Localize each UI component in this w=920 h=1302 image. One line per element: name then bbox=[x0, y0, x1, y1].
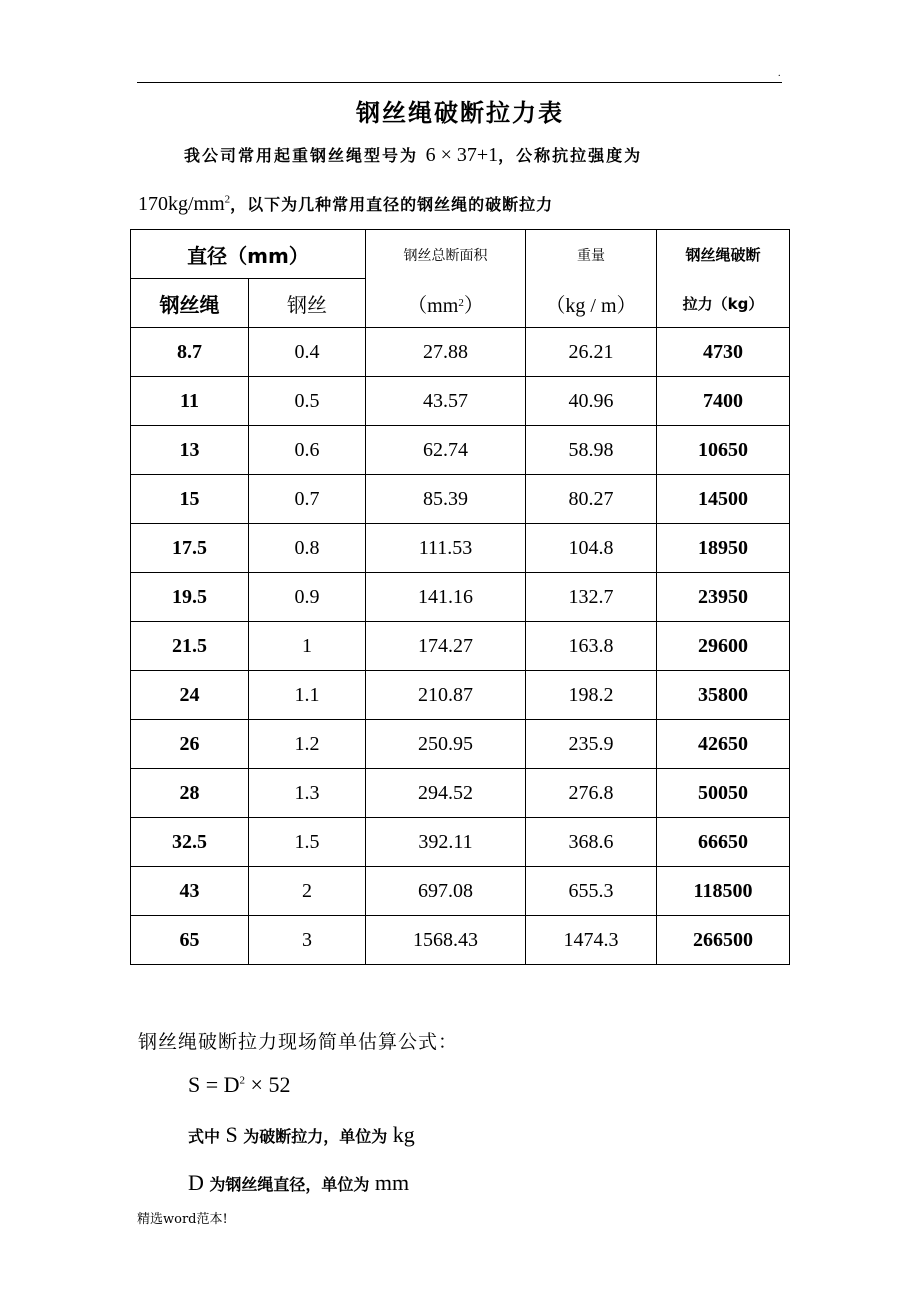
d-unit: mm bbox=[369, 1170, 410, 1195]
cell-area: 210.87 bbox=[366, 671, 526, 720]
cell-wire-diameter: 0.5 bbox=[249, 377, 366, 426]
table-row bbox=[131, 475, 790, 524]
cell-weight: 655.3 bbox=[526, 867, 657, 916]
intro-line-2 bbox=[138, 192, 553, 216]
cell-wire-diameter: 0.4 bbox=[249, 328, 366, 377]
formula-expr-suffix: × 52 bbox=[245, 1072, 291, 1097]
cell-weight: 368.6 bbox=[526, 818, 657, 867]
intro-line1-suffix: ，公称抗拉强度为 bbox=[498, 146, 643, 165]
header-rope: 钢丝绳 bbox=[131, 279, 249, 328]
cell-rope-diameter: 21.5 bbox=[131, 622, 249, 671]
cell-area: 111.53 bbox=[366, 524, 526, 573]
tensile-strength bbox=[138, 193, 230, 215]
cell-rope-diameter: 24 bbox=[131, 671, 249, 720]
table-row bbox=[131, 524, 790, 573]
cell-weight: 104.8 bbox=[526, 524, 657, 573]
cell-breaking-force: 35800 bbox=[657, 671, 790, 720]
cell-breaking-force: 23950 bbox=[657, 573, 790, 622]
cell-breaking-force: 42650 bbox=[657, 720, 790, 769]
page-title: 钢丝绳破断拉力表 bbox=[356, 99, 564, 127]
header-weight-label: 重量 bbox=[577, 247, 605, 264]
cell-weight: 163.8 bbox=[526, 622, 657, 671]
intro-line1-prefix: 我公司常用起重钢丝绳型号为 bbox=[184, 146, 419, 165]
header-diameter bbox=[131, 230, 366, 279]
cell-wire-diameter: 1.2 bbox=[249, 720, 366, 769]
cell-area: 174.27 bbox=[366, 622, 526, 671]
cell-weight: 1474.3 bbox=[526, 916, 657, 965]
formula-title: 钢丝绳破断拉力现场简单估算公式： bbox=[138, 1031, 459, 1053]
cell-breaking-force: 66650 bbox=[657, 818, 790, 867]
table-row bbox=[131, 426, 790, 475]
header-area-unit bbox=[366, 279, 525, 327]
header-weight-unit: （kg / m） bbox=[545, 294, 637, 317]
table-row bbox=[131, 867, 790, 916]
cell-breaking-force: 10650 bbox=[657, 426, 790, 475]
table-header-row-1 bbox=[131, 230, 790, 279]
table-row bbox=[131, 377, 790, 426]
table-row bbox=[131, 671, 790, 720]
cell-weight: 276.8 bbox=[526, 769, 657, 818]
cell-breaking-force: 4730 bbox=[657, 328, 790, 377]
cell-wire-diameter: 1.3 bbox=[249, 769, 366, 818]
area-unit-prefix: （mm bbox=[407, 294, 459, 317]
cell-rope-diameter: 11 bbox=[131, 377, 249, 426]
formula-s-definition bbox=[188, 1122, 415, 1148]
cell-breaking-force: 29600 bbox=[657, 622, 790, 671]
header-force-label-2: 拉力（kg） bbox=[682, 294, 764, 313]
header-force-label-1: 钢丝绳破断 bbox=[685, 246, 761, 264]
footer-note: 精选word范本! bbox=[137, 1212, 228, 1227]
d-mid: 为钢丝绳直径，单位为 bbox=[209, 1175, 370, 1194]
cell-rope-diameter: 13 bbox=[131, 426, 249, 475]
formula-d-definition bbox=[188, 1170, 409, 1196]
cell-rope-diameter: 15 bbox=[131, 475, 249, 524]
table-row bbox=[131, 573, 790, 622]
formula-expr-sup: 2 bbox=[239, 1074, 246, 1087]
header-wire: 钢丝 bbox=[249, 279, 366, 328]
cell-area: 27.88 bbox=[366, 328, 526, 377]
intro-line2-suffix: ，以下为几种常用直径的钢丝绳的破断拉力 bbox=[230, 195, 554, 214]
cell-area: 294.52 bbox=[366, 769, 526, 818]
cell-rope-diameter: 8.7 bbox=[131, 328, 249, 377]
cell-area: 392.11 bbox=[366, 818, 526, 867]
cell-rope-diameter: 43 bbox=[131, 867, 249, 916]
table-row bbox=[131, 769, 790, 818]
area-unit-sup: 2 bbox=[458, 297, 464, 309]
table-row bbox=[131, 328, 790, 377]
cell-area: 250.95 bbox=[366, 720, 526, 769]
cell-breaking-force: 18950 bbox=[657, 524, 790, 573]
header-diameter-text: 直径（mm） bbox=[187, 243, 309, 268]
tensile-strength-sup: 2 bbox=[224, 193, 231, 206]
area-unit-suffix: ） bbox=[463, 294, 484, 317]
cell-weight: 235.9 bbox=[526, 720, 657, 769]
table-row bbox=[131, 622, 790, 671]
header-mark: . bbox=[778, 68, 781, 79]
cell-wire-diameter: 1.1 bbox=[249, 671, 366, 720]
s-unit: kg bbox=[387, 1122, 415, 1147]
cell-weight: 198.2 bbox=[526, 671, 657, 720]
breaking-force-table bbox=[130, 229, 790, 965]
cell-wire-diameter: 2 bbox=[249, 867, 366, 916]
cell-area: 43.57 bbox=[366, 377, 526, 426]
table-row bbox=[131, 818, 790, 867]
d-var: D bbox=[188, 1170, 210, 1195]
cell-area: 1568.43 bbox=[366, 916, 526, 965]
cell-rope-diameter: 65 bbox=[131, 916, 249, 965]
cell-wire-diameter: 1 bbox=[249, 622, 366, 671]
cell-area: 85.39 bbox=[366, 475, 526, 524]
cell-area: 141.16 bbox=[366, 573, 526, 622]
cell-rope-diameter: 32.5 bbox=[131, 818, 249, 867]
s-mid: 为破断拉力，单位为 bbox=[243, 1127, 388, 1146]
cell-weight: 132.7 bbox=[526, 573, 657, 622]
table-row bbox=[131, 916, 790, 965]
cell-wire-diameter: 0.6 bbox=[249, 426, 366, 475]
cell-rope-diameter: 28 bbox=[131, 769, 249, 818]
cell-rope-diameter: 26 bbox=[131, 720, 249, 769]
header-weight bbox=[526, 230, 657, 328]
cell-breaking-force: 7400 bbox=[657, 377, 790, 426]
cell-wire-diameter: 0.7 bbox=[249, 475, 366, 524]
cell-breaking-force: 118500 bbox=[657, 867, 790, 916]
cell-weight: 80.27 bbox=[526, 475, 657, 524]
formula-expr-prefix: S = D bbox=[188, 1072, 240, 1097]
s-prefix: 式中 bbox=[188, 1127, 221, 1146]
header-rule bbox=[137, 82, 782, 83]
cell-area: 62.74 bbox=[366, 426, 526, 475]
header-area bbox=[366, 230, 526, 328]
cell-weight: 26.21 bbox=[526, 328, 657, 377]
cell-breaking-force: 50050 bbox=[657, 769, 790, 818]
intro-line-1 bbox=[184, 143, 642, 167]
cell-wire-diameter: 0.8 bbox=[249, 524, 366, 573]
cell-rope-diameter: 17.5 bbox=[131, 524, 249, 573]
cell-rope-diameter: 19.5 bbox=[131, 573, 249, 622]
cell-breaking-force: 266500 bbox=[657, 916, 790, 965]
cell-wire-diameter: 1.5 bbox=[249, 818, 366, 867]
cell-breaking-force: 14500 bbox=[657, 475, 790, 524]
cell-area: 697.08 bbox=[366, 867, 526, 916]
cell-wire-diameter: 0.9 bbox=[249, 573, 366, 622]
cell-weight: 58.98 bbox=[526, 426, 657, 475]
header-force bbox=[657, 230, 790, 328]
header-area-label: 钢丝总断面积 bbox=[403, 247, 488, 264]
cell-wire-diameter: 3 bbox=[249, 916, 366, 965]
tensile-strength-value: 170kg/mm bbox=[138, 193, 225, 215]
table-row bbox=[131, 720, 790, 769]
rope-model: 6 × 37+1 bbox=[425, 144, 499, 166]
cell-weight: 40.96 bbox=[526, 377, 657, 426]
s-var: S bbox=[220, 1122, 244, 1147]
formula-expression bbox=[188, 1072, 290, 1098]
